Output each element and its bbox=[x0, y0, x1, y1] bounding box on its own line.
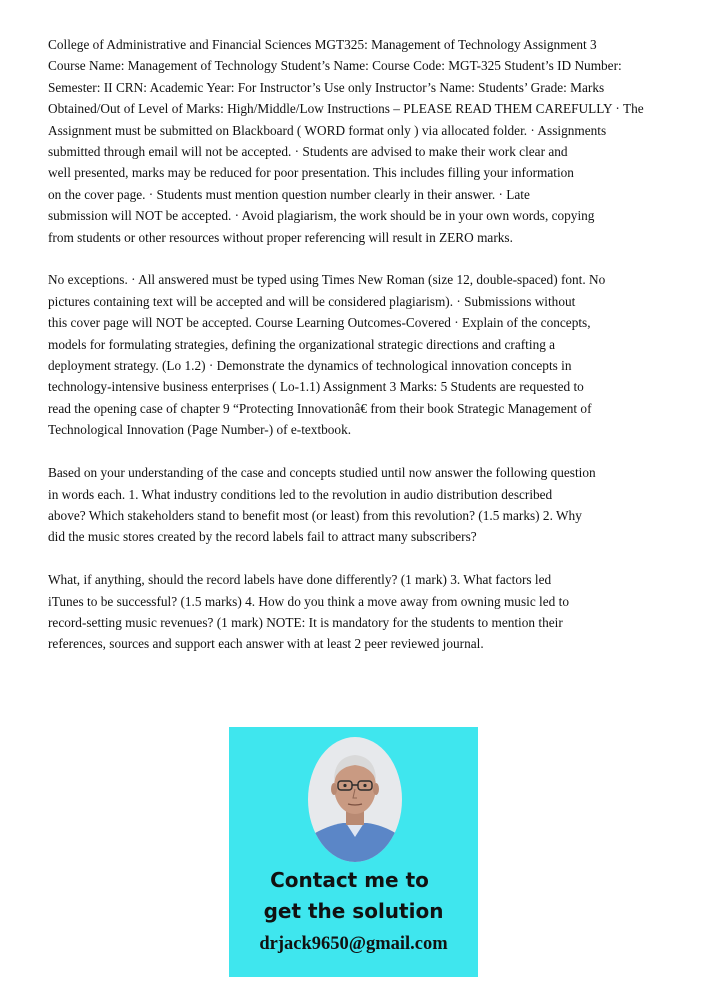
paragraph-questions-2 bbox=[48, 569, 698, 655]
paragraph-gap bbox=[48, 248, 698, 269]
paragraph-cover-instructions bbox=[48, 34, 698, 248]
text-line: College of Administrative and Financial Sciences MGT325: Management of Technology Assignment 3 bbox=[48, 37, 597, 52]
text-line: did the music stores created by the record labels fail to attract many subscribers? bbox=[48, 529, 477, 545]
text-line: references, sources and support each answer with at least 2 peer reviewed journal. bbox=[48, 636, 484, 652]
text-line: iTunes to be successful? (1.5 marks) 4. How do you think a move away from owning music led to bbox=[48, 593, 569, 609]
paragraph-learning-outcomes bbox=[48, 269, 698, 440]
text-line: models for formulating strategies, defining the organizational strategic directions and crafting a bbox=[48, 336, 556, 352]
text-line: Technological Innovation (Page Number-) of e-textbook. bbox=[48, 422, 352, 438]
promo-heading-line1: Contact me to bbox=[270, 868, 429, 892]
text-line: technology-intensive business enterprises ( Lo-1.1) Assignment 3 Marks: 5 Students are requested to bbox=[48, 379, 584, 395]
text-line: pictures containing text will be accepted and will be considered plagiarism). · Submissions without bbox=[48, 293, 576, 309]
contact-promo-box bbox=[229, 727, 478, 977]
text-line: No exceptions. · All answered must be typed using Times New Roman (size 12, double-spaced) font. No bbox=[48, 272, 606, 288]
text-line: Based on your understanding of the case and concepts studied until now answer the following question bbox=[48, 465, 596, 481]
promo-heading-line2: get the solution bbox=[263, 899, 444, 923]
text-line: this cover page will NOT be accepted. Course Learning Outcomes-Covered · Explain of the concepts, bbox=[48, 315, 591, 331]
portrait-photo bbox=[308, 737, 402, 862]
text-line: above? Which stakeholders stand to benefit most (or least) from this revolution? (1.5 marks) 2. Why bbox=[48, 507, 582, 523]
text-line: submitted through email will not be accepted. · Students are advised to make their work clear and bbox=[48, 144, 568, 160]
text-line: What, if anything, should the record labels have done differently? (1 mark) 3. What factors led bbox=[48, 572, 552, 588]
text-line: read the opening case of chapter 9 “Protecting Innovationâ€ from their book Strategic Management of bbox=[48, 400, 592, 416]
contact-email: drjack9650@gmail.com bbox=[259, 934, 448, 954]
text-line: well presented, marks may be reduced for poor presentation. This includes filling your information bbox=[48, 165, 574, 181]
text-line: Course Name: Management of Technology Student’s Name: Course Code: MGT-325 Student’s ID Number: bbox=[48, 58, 622, 74]
text-line: in words each. 1. What industry conditions led to the revolution in audio distribution described bbox=[48, 486, 553, 502]
text-line: from students or other resources without proper referencing will result in ZERO marks. bbox=[48, 229, 513, 245]
text-line: Assignment must be submitted on Blackboard ( WORD format only ) via allocated folder. · Assignments bbox=[48, 122, 607, 138]
text-line: record-setting music revenues? (1 mark) NOTE: It is mandatory for the students to mention their bbox=[48, 614, 563, 630]
text-line: submission will NOT be accepted. · Avoid plagiarism, the work should be in your own words, copying bbox=[48, 208, 595, 224]
document-text bbox=[48, 34, 698, 655]
text-line: on the cover page. · Students must mention question number clearly in their answer. · Late bbox=[48, 186, 530, 202]
text-line: Obtained/Out of Level of Marks: High/Middle/Low Instructions – PLEASE READ THEM CAREFULLY · The bbox=[48, 101, 644, 117]
paragraph-gap bbox=[48, 441, 698, 462]
text-line: Semester: II CRN: Academic Year: For Instructor’s Use only Instructor’s Name: Students’ Grade: Marks bbox=[48, 79, 605, 95]
text-line: deployment strategy. (Lo 1.2) · Demonstrate the dynamics of technological innovation concepts in bbox=[48, 358, 572, 374]
paragraph-gap bbox=[48, 548, 698, 569]
paragraph-questions-1 bbox=[48, 462, 698, 548]
